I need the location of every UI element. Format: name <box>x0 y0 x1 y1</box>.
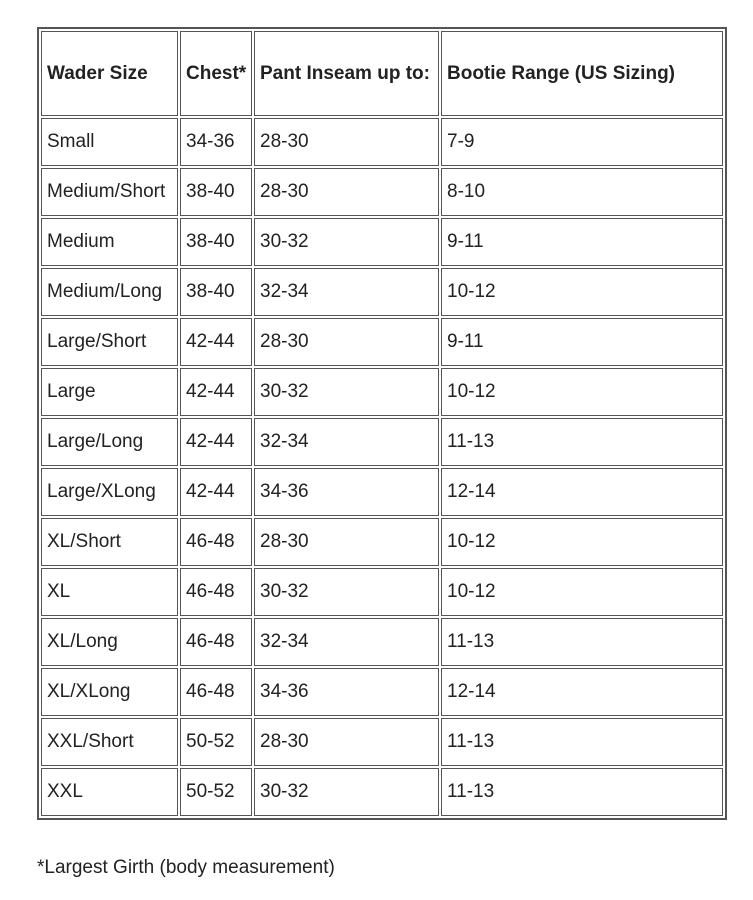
table-row <box>41 668 723 716</box>
cell-wader-size: Large/XLong <box>41 468 178 516</box>
cell-chest: 42-44 <box>180 368 252 416</box>
header-bootie-range: Bootie Range (US Sizing) <box>441 31 723 116</box>
cell-bootie-range: 11-13 <box>441 618 723 666</box>
cell-bootie-range: 12-14 <box>441 468 723 516</box>
header-chest: Chest* <box>180 31 252 116</box>
cell-bootie-range: 9-11 <box>441 218 723 266</box>
cell-chest: 42-44 <box>180 418 252 466</box>
cell-pant-inseam: 28-30 <box>254 318 439 366</box>
cell-chest: 50-52 <box>180 768 252 816</box>
cell-pant-inseam: 28-30 <box>254 718 439 766</box>
cell-chest: 42-44 <box>180 468 252 516</box>
cell-pant-inseam: 32-34 <box>254 418 439 466</box>
table-row <box>41 268 723 316</box>
cell-chest: 46-48 <box>180 568 252 616</box>
cell-chest: 38-40 <box>180 218 252 266</box>
cell-bootie-range: 11-13 <box>441 718 723 766</box>
table-row <box>41 768 723 816</box>
cell-chest: 46-48 <box>180 518 252 566</box>
table-row <box>41 618 723 666</box>
cell-pant-inseam: 28-30 <box>254 118 439 166</box>
cell-wader-size: XXL/Short <box>41 718 178 766</box>
cell-wader-size: Small <box>41 118 178 166</box>
cell-pant-inseam: 34-36 <box>254 468 439 516</box>
cell-bootie-range: 7-9 <box>441 118 723 166</box>
cell-pant-inseam: 30-32 <box>254 568 439 616</box>
cell-pant-inseam: 34-36 <box>254 668 439 716</box>
cell-bootie-range: 10-12 <box>441 568 723 616</box>
cell-bootie-range: 9-11 <box>441 318 723 366</box>
cell-pant-inseam: 32-34 <box>254 268 439 316</box>
cell-bootie-range: 10-12 <box>441 518 723 566</box>
header-pant-inseam: Pant Inseam up to: <box>254 31 439 116</box>
cell-chest: 46-48 <box>180 668 252 716</box>
table-row <box>41 168 723 216</box>
wader-size-table <box>37 27 727 820</box>
cell-wader-size: XL <box>41 568 178 616</box>
cell-wader-size: XL/Short <box>41 518 178 566</box>
cell-wader-size: XXL <box>41 768 178 816</box>
header-wader-size: Wader Size <box>41 31 178 116</box>
cell-wader-size: Medium <box>41 218 178 266</box>
cell-wader-size: Medium/Long <box>41 268 178 316</box>
cell-wader-size: Medium/Short <box>41 168 178 216</box>
table-row <box>41 218 723 266</box>
cell-chest: 38-40 <box>180 168 252 216</box>
table-body <box>41 118 723 816</box>
cell-chest: 38-40 <box>180 268 252 316</box>
cell-wader-size: XL/XLong <box>41 668 178 716</box>
cell-wader-size: Large <box>41 368 178 416</box>
cell-bootie-range: 10-12 <box>441 268 723 316</box>
table-row <box>41 418 723 466</box>
cell-chest: 42-44 <box>180 318 252 366</box>
footnote: *Largest Girth (body measurement) <box>37 857 335 878</box>
cell-wader-size: Large/Long <box>41 418 178 466</box>
cell-pant-inseam: 32-34 <box>254 618 439 666</box>
cell-pant-inseam: 30-32 <box>254 368 439 416</box>
cell-chest: 34-36 <box>180 118 252 166</box>
cell-bootie-range: 11-13 <box>441 418 723 466</box>
cell-chest: 50-52 <box>180 718 252 766</box>
cell-bootie-range: 8-10 <box>441 168 723 216</box>
table-row <box>41 518 723 566</box>
cell-wader-size: Large/Short <box>41 318 178 366</box>
cell-wader-size: XL/Long <box>41 618 178 666</box>
table-row <box>41 118 723 166</box>
cell-bootie-range: 12-14 <box>441 668 723 716</box>
table-row <box>41 368 723 416</box>
cell-chest: 46-48 <box>180 618 252 666</box>
table-row <box>41 468 723 516</box>
header-row <box>41 31 723 116</box>
cell-pant-inseam: 30-32 <box>254 218 439 266</box>
cell-bootie-range: 11-13 <box>441 768 723 816</box>
cell-pant-inseam: 28-30 <box>254 518 439 566</box>
cell-pant-inseam: 28-30 <box>254 168 439 216</box>
table-row <box>41 718 723 766</box>
cell-bootie-range: 10-12 <box>441 368 723 416</box>
table-row <box>41 568 723 616</box>
table-header <box>41 31 723 116</box>
cell-pant-inseam: 30-32 <box>254 768 439 816</box>
table-row <box>41 318 723 366</box>
